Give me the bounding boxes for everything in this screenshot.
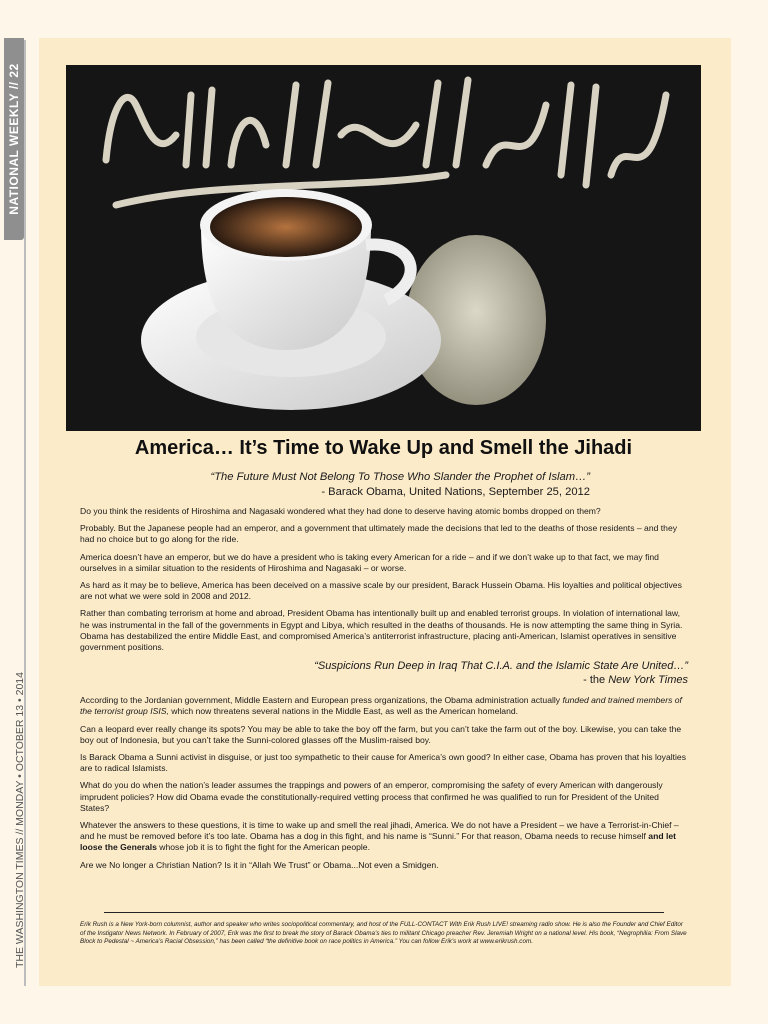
emphasis: funded and trained members of the terrorist group ISIS, [80,695,682,717]
pull-quote-obama [170,470,590,500]
divider [104,912,664,913]
source-name: New York Times [608,674,688,687]
headline: America… It’s Time to Wake Up and Smell the Jihadi [134,437,633,459]
article-body [80,506,688,877]
paragraph-generals: Whatever the answers to these questions, it is time to wake up and smell the real jihadi, America. We do not have a President – we have a Terrorist-in-Chief – and he must be removed before it’s too late. Obama has a dog in this fight, and his name is “Sunni.” For that reason, Obama needs to recuse himself and let loose the Generals whose job it is to fight the fight for the American people. [80,820,679,853]
pull-quote-text: “Suspicions Run Deep in Iraq That C.I.A. and the Islamic State Are United…” [314,660,688,673]
paragraph-isis: According to the Jordanian government, Middle Eastern and European press organizations, the Obama administration actually funded and trained members of the terrorist group ISIS, which now threatens several nations in the Middle East, as well as the American homeland. [80,695,682,717]
paragraph: Do you think the residents of Hiroshima and Nagasaki wondered what they had done to deserve having atomic bombs dropped on them? [80,506,601,516]
paragraph: Rather than combating terrorism at home and abroad, President Obama has intentionally built up and enabled terrorist groups. In violation of international law, he was instrumental in the fall of the governments in Egypt and Libya, which resulted in the deaths of thousands. He is now attempting the same thing in Syria. Obama has destabilized the entire Middle East, and compromised America’s antiterrorist infrastructure, placing anti-American, Islamist operatives in sensitive government positions. [80,608,683,653]
paragraph: Is Barack Obama a Sunni activist in disguise, or just too sympathetic to their cause for America’s own good? In either case, Obama has proven that his loyalties are to radical Islamists. [80,752,687,774]
section-tab-label: NATIONAL WEEKLY // 22 [7,63,21,215]
paragraph: America doesn’t have an emperor, but we do have a president who is taking every American for a ride – and if we don’t wake up to that fact, we may find ourselves in a similar situation to the residents of Hiroshima and Nagasaki – or worse. [80,551,659,573]
pull-quote-attribution: - Barack Obama, United Nations, September 25, 2012 [321,486,590,498]
section-tab [4,38,24,240]
paragraph: What do you do when the nation’s leader assumes the trappings and powers of an emperor, compromising the safety of every American with dangerously imprudent policies? How did Obama evade the constitutionally-required vetting process that confirmed he was qualified to run for President of the United States? [80,780,663,813]
author-bio: Erik Rush is a New York-born columnist, author and speaker who writes sociopolitical commentary, and host of the FULL-CONTACT With Erik Rush LIVE! streaming radio show. He is also the Founder and Chief Editor of the Instigator News Network. In February of 2007, Erik was the first to break the story of Barack Obama’s ties to militant Chicago preacher Rev. Jeremiah Wright on a national level. His book, “Negrophilia: From Slave Block to Pedestal ~ America’s Racial Obsession,” has been called “the definitive book on race politics in America.” You can follow Erik’s work at www.erikrush.com. [80,921,687,946]
paragraph: Can a leopard ever really change its spots? You may be able to take the boy off the farm, but you can’t take the farm out of the boy. Likewise, you can take the boy out of Indonesia, but you can’t take the Sunni-colored glasses off the Muslim-raised boy. [80,723,682,745]
paragraph: Probably. But the Japanese people had an emperor, and a government that ultimately made the decisions that led to the deaths of those residents – and they had no choice but to go along for the ride. [80,523,678,545]
paragraph: As hard as it may be to believe, America has been deceived on a massive scale by our president, Barack Hussein Obama. His loyalties and political objectives are not what we were sold in 2008 and 2012. [80,580,682,602]
pull-quote-text: “The Future Must Not Belong To Those Who Slander the Prophet of Islam…” [210,471,590,483]
closing-paragraph: Are we No longer a Christian Nation? Is it in “Allah We Trust” or Obama...Not even a Smidgen. [80,859,439,870]
coffee-face [210,197,362,257]
bold-emphasis: and let loose the Generals [80,831,676,853]
pull-quote-nyt [80,659,688,687]
publication-footer: THE WASHINGTON TIMES // MONDAY • OCTOBER 13 • 2014 [14,672,26,968]
illustration-image [66,65,701,431]
pull-quote-attribution: - the New York Times [583,674,688,687]
